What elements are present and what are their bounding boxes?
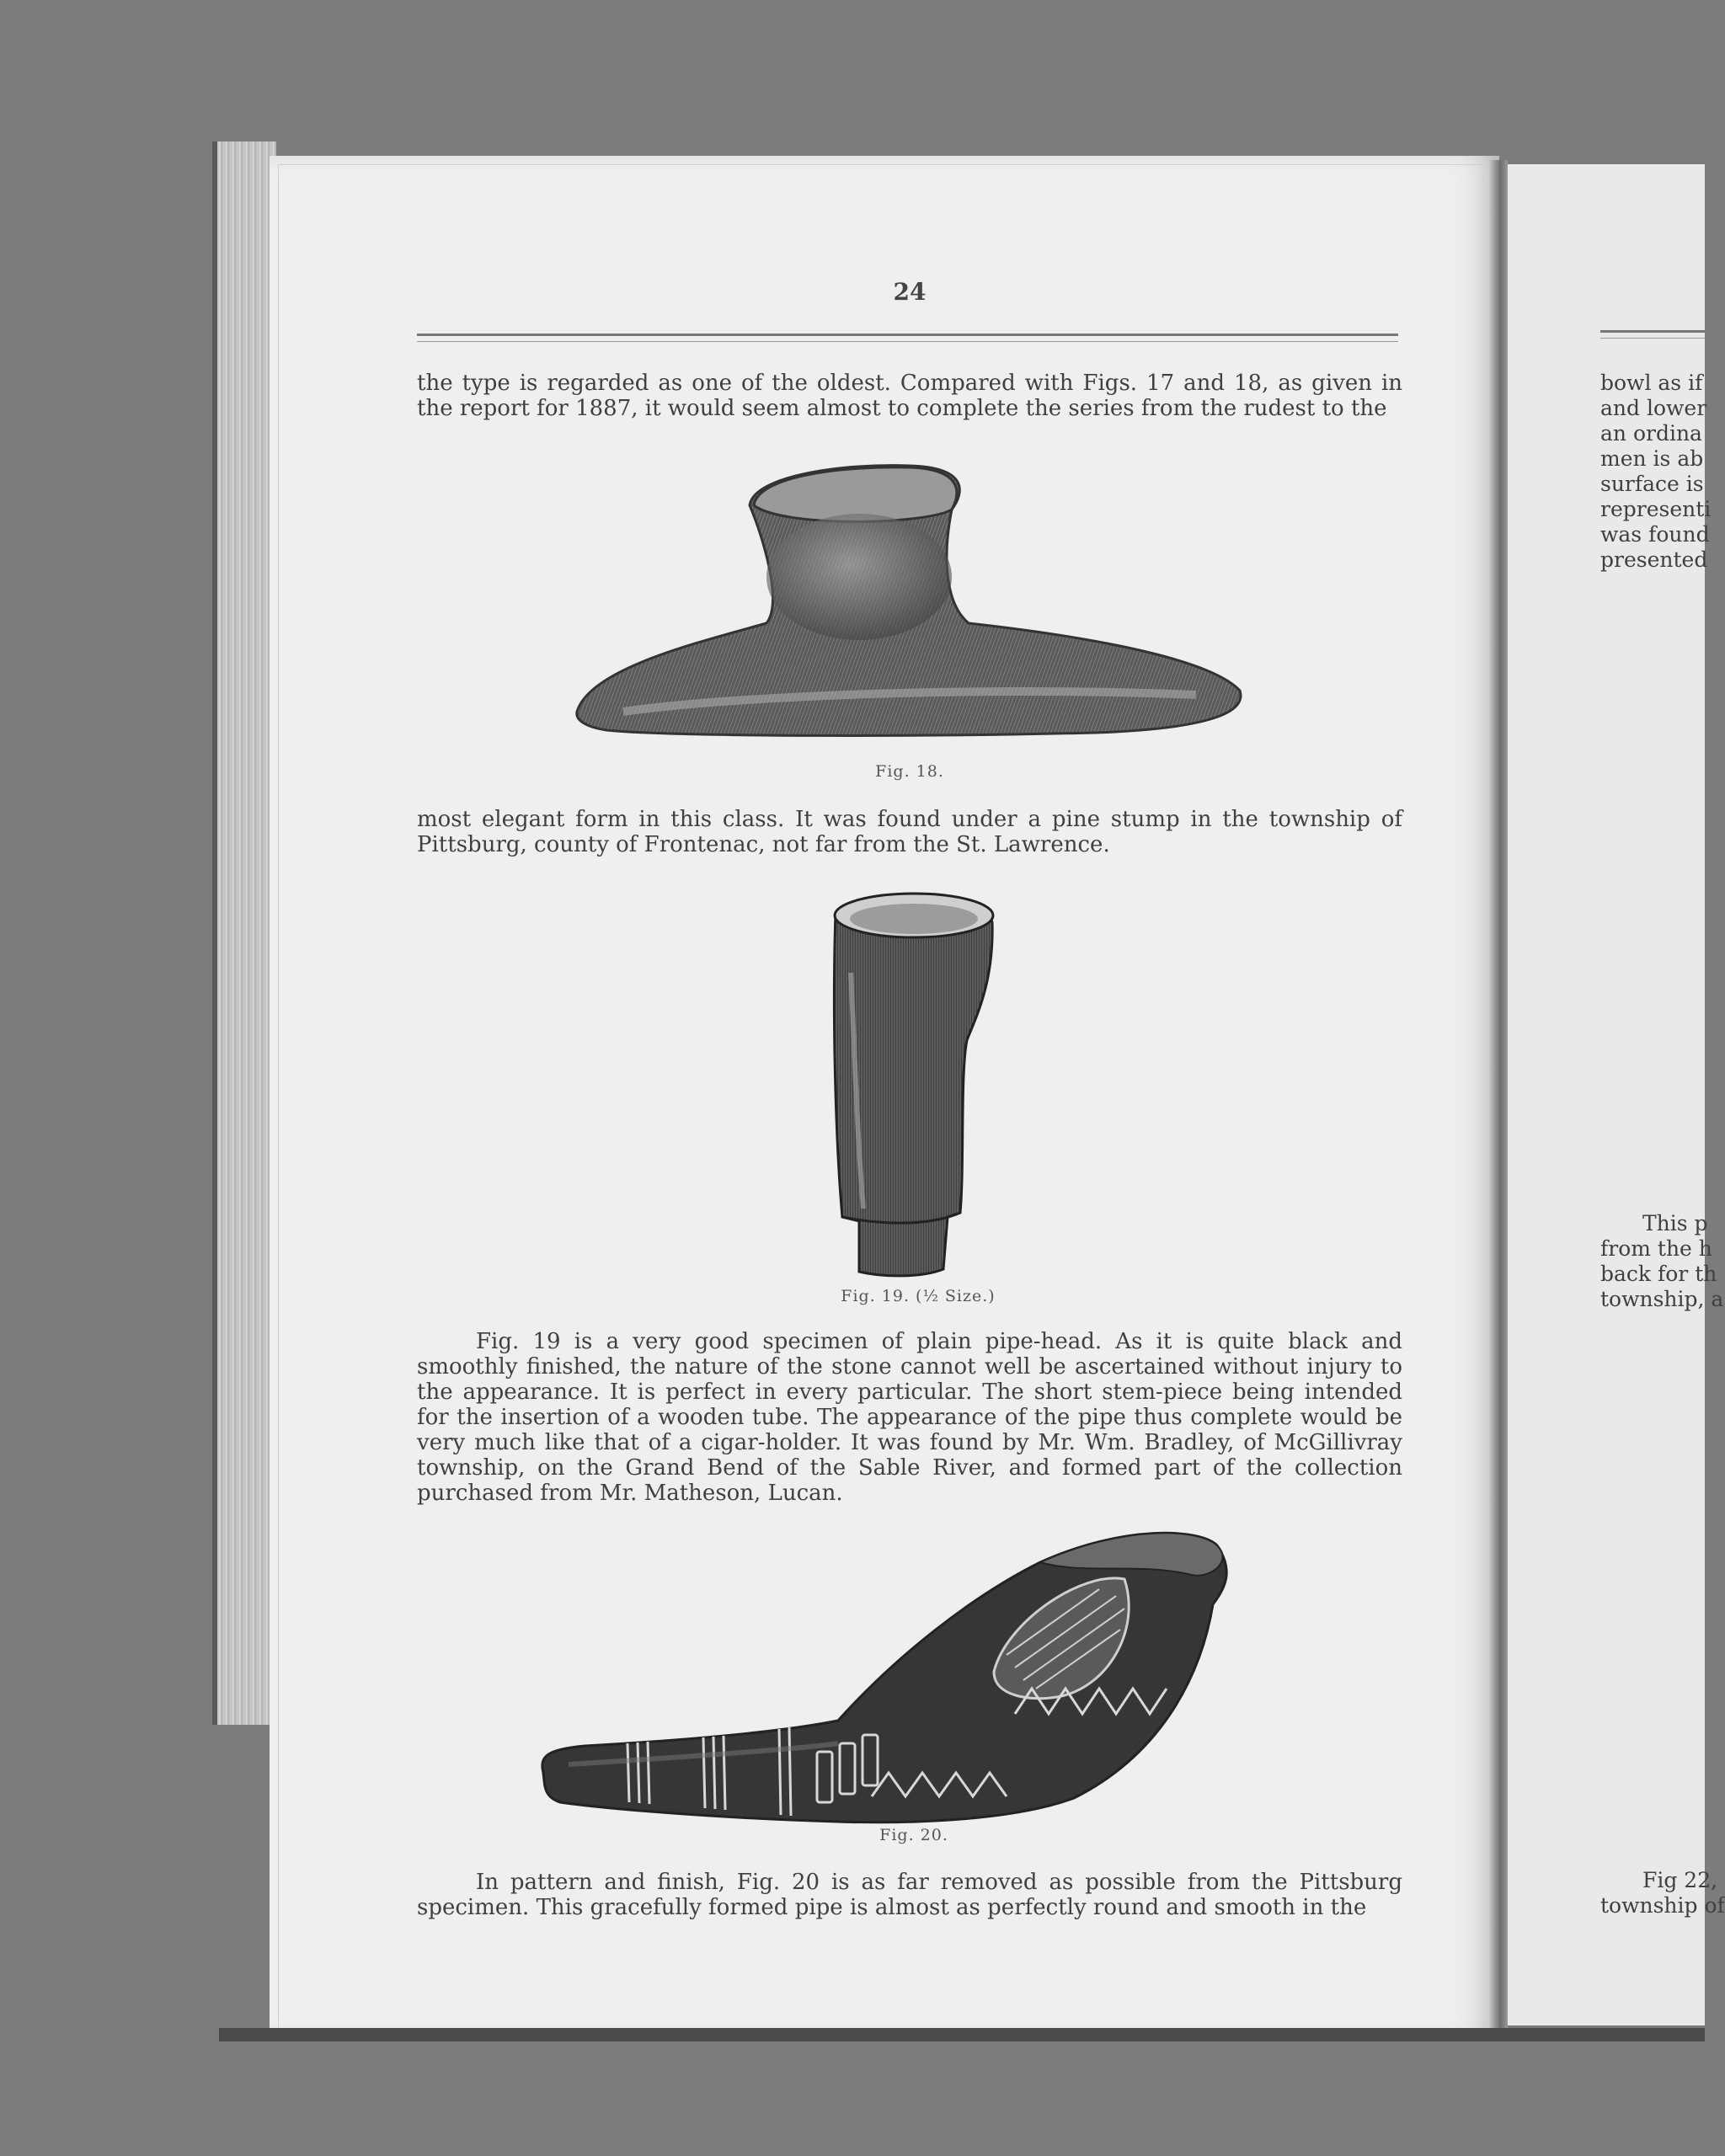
figure-20-illustration xyxy=(535,1529,1310,1836)
book-page-edges xyxy=(212,141,276,1725)
right-line: township, a xyxy=(1600,1287,1724,1311)
book-bottom-edge xyxy=(219,2028,1705,2041)
page-number: 24 xyxy=(893,278,927,306)
paragraph-2: most elegant form in this class. It was found under a pine stump in the township of Pittsburg, county of Frontenac, not far from the St. Lawrence. xyxy=(417,807,1402,857)
paragraph-4: In pattern and finish, Fig. 20 is as far removed as possible from the Pittsburg specimen. This gracefully formed pipe is almost as perfectly round and smooth in the xyxy=(417,1870,1402,1920)
right-line: men is ab xyxy=(1600,446,1704,471)
figure-18-caption: Fig. 18. xyxy=(875,762,944,781)
figure-18-illustration xyxy=(573,459,1247,737)
right-page-header-rule xyxy=(1600,330,1705,339)
right-line: township of xyxy=(1600,1893,1725,1918)
book-gutter xyxy=(1489,160,1508,2030)
right-line: back for th xyxy=(1600,1262,1717,1286)
right-line: presented xyxy=(1600,547,1708,572)
right-line: and lower xyxy=(1600,396,1707,420)
figure-20-caption: Fig. 20. xyxy=(879,1826,948,1844)
right-line: This p xyxy=(1642,1211,1708,1235)
right-line: an ordina xyxy=(1600,421,1702,446)
right-page-text-middle xyxy=(1600,1211,1724,1312)
paragraph-3: Fig. 19 is a very good specimen of plain pipe-head. As it is quite black and smoothly finished, the nature of the stone cannot well be ascertained without injury to the appearance. It is perfect in every particular. The short stem-piece being intended for the insertion of a wooden tube. The appearance of the pipe thus complete would be very much like that of a cigar-holder. It was found by Mr. Wm. Bradley, of McGillivray township, on the Grand Bend of the Sable River, and formed part of the collection purchased from Mr. Matheson, Lucan. xyxy=(417,1329,1402,1506)
paragraph-1: the type is regarded as one of the oldest. Compared with Figs. 17 and 18, as given in the report for 1887, it would seem almost to complete the series from the rudest to the xyxy=(417,371,1402,421)
right-line: representi xyxy=(1600,497,1712,521)
right-page-text-top xyxy=(1600,371,1712,573)
right-line: Fig 22, xyxy=(1642,1868,1718,1892)
header-rule xyxy=(417,334,1398,342)
right-line: was found xyxy=(1600,522,1710,547)
right-line: from the h xyxy=(1600,1236,1712,1261)
figure-19-illustration xyxy=(825,889,998,1280)
figure-19-caption: Fig. 19. (½ Size.) xyxy=(841,1287,996,1305)
right-line: surface is xyxy=(1600,472,1704,496)
right-line: bowl as if xyxy=(1600,371,1703,395)
right-page-text-bottom xyxy=(1600,1868,1725,1919)
